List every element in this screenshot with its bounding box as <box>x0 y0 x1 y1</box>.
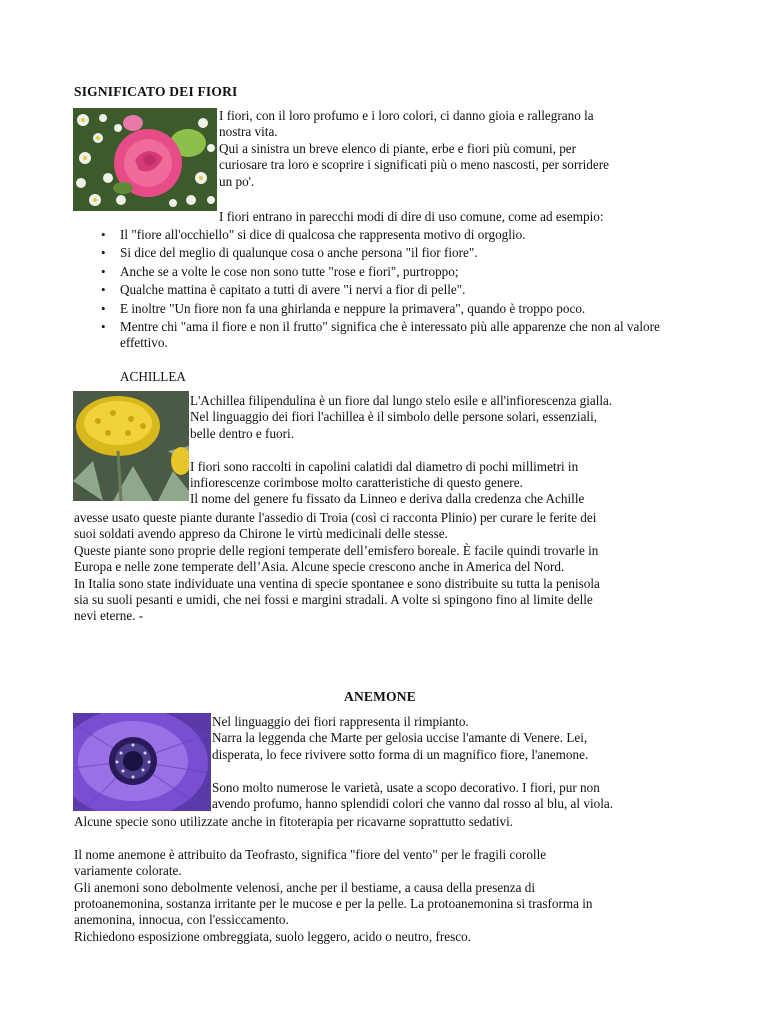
achillea-line: Queste piante sono proprie delle regioni temperate dell’emisfero boreale. È facile quindi trovarle in <box>74 542 599 558</box>
anemone-line: Sono molto numerose le varietà, usate a scopo decorativo. I fiori, pur non <box>212 779 600 795</box>
idioms-list <box>101 227 681 352</box>
achillea-line: Il nome del genere fu fissato da Linneo e deriva dalla credenza che Achille <box>190 491 585 507</box>
anemone-line <box>212 763 613 779</box>
intro-line: I fiori, con il loro profumo e i loro colori, ci danno gioia e rallegrano la <box>219 108 594 123</box>
anemone-line: variamente colorate. <box>74 863 182 879</box>
idioms-lead: I fiori entrano in parecchi modi di dire di uso comune, come ad esempio: <box>219 209 604 224</box>
achillea-image <box>73 391 189 501</box>
list-item: • E inoltre "Un fiore non fa una ghirlanda e neppure la primavera", quando è troppo poco. <box>101 301 681 317</box>
anemone-paragraph-wrapped <box>212 714 613 812</box>
anemone-line: Gli anemoni sono debolmente velenosi, anche per il bestiame, a causa della presenza di <box>74 879 536 895</box>
rose-bouquet-image <box>73 108 217 211</box>
anemone-line: Narra la leggenda che Marte per gelosia uccise l'amante di Venere. Lei, <box>212 730 588 746</box>
intro-line: un po'. <box>219 173 255 189</box>
list-item: • Qualche mattina è capitato a tutti di avere "i nervi a fior di pelle". <box>101 282 681 298</box>
achillea-heading: ACHILLEA <box>120 369 186 384</box>
list-item: • Il "fiore all'occhiello" si dice di qualcosa che rappresenta motivo di orgoglio. <box>101 227 681 243</box>
achillea-line: In Italia sono state individuate una ventina di specie spontanee e sono distribuite su tutta la penisola <box>74 575 600 591</box>
anemone-line: Alcune specie sono utilizzate anche in fitoterapia per ricavarne soprattutto sedativi. <box>74 814 514 829</box>
anemone-line: Il nome anemone è attribuito da Teofrasto, significa "fiore del vento" per le fragili corolle <box>74 846 547 862</box>
anemone-line: Richiedono esposizione ombreggiata, suolo leggero, acido o neutro, fresco. <box>74 928 471 944</box>
list-item: • Mentre chi "ama il fiore e non il frutto" significa che è interessato più alle apparenze che non al valore effettivo. <box>101 319 680 352</box>
anemone-line: disperata, lo fece rivivere sotto forma di un magnifico fiore, l'anemone. <box>212 746 589 762</box>
anemone-line <box>74 830 593 846</box>
anemone-paragraph-full <box>74 814 593 945</box>
intro-line: Qui a sinistra un breve elenco di piante, erbe e fiori più comuni, per <box>219 140 577 156</box>
achillea-line: belle dentro e fuori. <box>190 425 294 441</box>
achillea-line: I fiori sono raccolti in capolini calatidi dal diametro di pochi millimetri in <box>190 458 579 474</box>
page-title: SIGNIFICATO DEI FIORI <box>74 84 238 99</box>
achillea-line: infiorescenze corimbose molto caratteristiche di questo genere. <box>190 475 523 491</box>
anemone-image <box>73 713 211 811</box>
achillea-line: nevi eterne. - <box>74 608 144 624</box>
intro-line: curiosare tra loro e scoprire i significati più o meno nascosti, per sorridere <box>219 157 609 173</box>
achillea-line: avesse usato queste piante durante l'assedio di Troia (così ci racconta Plinio) per curare le ferite dei <box>74 510 597 525</box>
achillea-line: sia su suoli pesanti e umidi, che nei fossi e margini stradali. A volte si spingono fino al limite delle <box>74 592 593 608</box>
anemone-heading: ANEMONE <box>344 689 416 704</box>
achillea-line: suoi soldati avendo appreso da Chirone le virtù medicinali delle stesse. <box>74 526 448 542</box>
anemone-line: anemonina, innocua, con l'essiccamento. <box>74 912 289 928</box>
intro-line: nostra vita. <box>219 124 278 140</box>
achillea-line: L'Achillea filipendulina è un fiore dal lungo stelo esile e all'infiorescenza gialla. <box>190 393 613 408</box>
anemone-line: protoanemonina, sostanza irritante per le mucose e per la pelle. La protoanemonina si trasforma in <box>74 896 593 912</box>
achillea-paragraph-full <box>74 510 600 625</box>
achillea-line: Nel linguaggio dei fiori l'achillea è il simbolo delle persone solari, essenziali, <box>190 409 598 425</box>
intro-paragraph <box>219 108 609 190</box>
achillea-line <box>190 442 612 458</box>
anemone-line: Nel linguaggio dei fiori rappresenta il rimpianto. <box>212 714 469 729</box>
list-item: • Anche se a volte le cose non sono tutte "rose e fiori", purtroppo; <box>101 264 681 280</box>
achillea-paragraph-wrapped <box>190 393 612 508</box>
anemone-line: avendo profumo, hanno splendidi colori che vanno dal rosso al blu, al viola. <box>212 796 614 812</box>
achillea-line: Europa e nelle zone temperate dell’Asia. Alcune specie crescono anche in America del Nord. <box>74 559 565 575</box>
list-item: • Si dice del meglio di qualunque cosa o anche persona "il fior fiore". <box>101 245 681 261</box>
